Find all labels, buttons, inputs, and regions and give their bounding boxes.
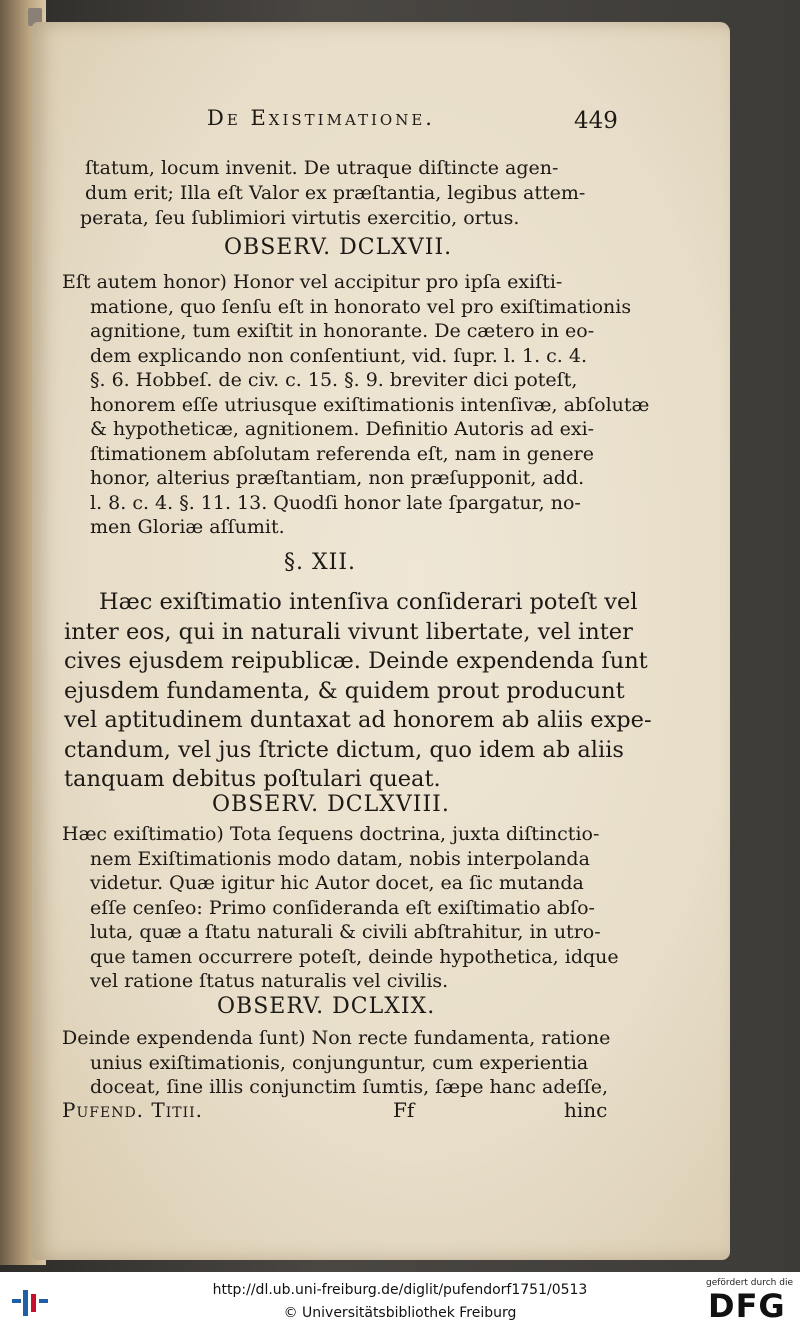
section-heading: §. XII. [284, 550, 357, 575]
text-line: agnitione, tum exiſtit in honorante. De cætero in eo- [90, 320, 595, 342]
text-line: luta, quæ a ſtatu naturali & civili abſtrahitur, in utro- [90, 921, 601, 943]
catchword: hinc [564, 1098, 608, 1122]
observation-heading: OBSERV. DCLXVIII. [212, 792, 450, 817]
viewer-footer-bar [0, 1272, 800, 1330]
text-line: l. 8. c. 4. §. 11. 13. Quodſi honor late ſpargatur, no- [90, 491, 581, 514]
text-line: inter eos, qui in naturali vivunt libertate, vel inter [64, 618, 633, 645]
text-line: vel aptitudinem duntaxat ad honorem ab aliis expe- [64, 707, 652, 733]
book-page [32, 22, 730, 1260]
page-number: 449 [574, 108, 618, 134]
text-line: unius exiſtimationis, conjunguntur, cum experientia [90, 1051, 589, 1074]
observation-heading: OBSERV. DCLXVII. [224, 235, 453, 260]
text-line: §. 6. Hobbeſ. de civ. c. 15. §. 9. breviter dici poteſt, [90, 369, 578, 391]
text-line: honorem eſſe utriusque exiſtimationis intenſivæ, abſolutæ [90, 393, 650, 416]
text-line: honor, alterius præſtantiam, non præſupponit, add. [90, 467, 585, 489]
text-line: ejusdem fundamenta, & quidem prout producunt [64, 677, 625, 704]
text-line: dem explicando non conſentiunt, vid. ſupr. l. 1. c. 4. [90, 344, 587, 367]
text-line: Hæc exiſtimatio) Tota ſequens doctrina, juxta diſtinctio- [62, 823, 600, 845]
text-line: vel ratione ſtatus naturalis vel civilis. [90, 970, 449, 992]
observation-heading: OBSERV. DCLXIX. [217, 994, 436, 1019]
text-line: matione, quo ſenſu eſt in honorato vel pro exiſtimationis [90, 295, 632, 318]
text-line: doceat, ſine illis conjunctim ſumtis, ſæpe hanc adeſſe, [90, 1076, 609, 1098]
text-line: ctandum, vel jus ſtricte dictum, quo idem ab aliis [64, 736, 624, 763]
text-line: videtur. Quæ igitur hic Autor docet, ea ſic mutanda [90, 872, 584, 894]
text-line: dum erit; Illa eſt Valor ex præſtantia, legibus attem- [85, 182, 586, 204]
text-line: & hypotheticæ, agnitionem. Definitio Autoris ad exi- [90, 418, 595, 440]
text-line: ſtatum, locum invenit. De utraque diſtincte agen- [85, 157, 559, 179]
copyright-text: © Universitätsbibliothek Freiburg [283, 1305, 517, 1321]
running-head-title: De Existimatione. [207, 106, 435, 130]
signature-mark: Pufend. Titii. [62, 1098, 204, 1122]
document-url-link[interactable]: http://dl.ub.uni-freiburg.de/diglit/pufendorf1751/0513 [212, 1282, 588, 1298]
funder-note: gefördert durch die [706, 1278, 793, 1288]
text-line: Hæc exiſtimatio intenſiva conſiderari poteſt vel [99, 589, 638, 615]
sheet-mark: Ff [393, 1098, 415, 1122]
text-line: eſſe cenſeo: Primo conſideranda eſt exiſtimatio abſo- [90, 896, 595, 919]
text-line: perata, ſeu ſublimiori virtutis exercitio, ortus. [80, 207, 520, 229]
text-line: tanquam debitus poſtulari queat. [64, 766, 441, 792]
text-line: que tamen occurrere poteſt, deinde hypothetica, idque [90, 945, 619, 968]
text-line: cives ejusdem reipublicæ. Deinde expendenda ſunt [64, 648, 648, 674]
text-line: ſtimationem abſolutam referenda eſt, nam in genere [90, 442, 594, 465]
text-line: Eſt autem honor) Honor vel accipitur pro ipſa exiſti- [62, 271, 563, 293]
text-line: nem Exiſtimationis modo datam, nobis interpolanda [90, 847, 590, 870]
text-line: men Gloriæ aſſumit. [90, 516, 285, 538]
text-line: Deinde expendenda ſunt) Non recte fundamenta, ratione [62, 1027, 611, 1049]
dfg-logo[interactable]: DFG [708, 1287, 786, 1325]
